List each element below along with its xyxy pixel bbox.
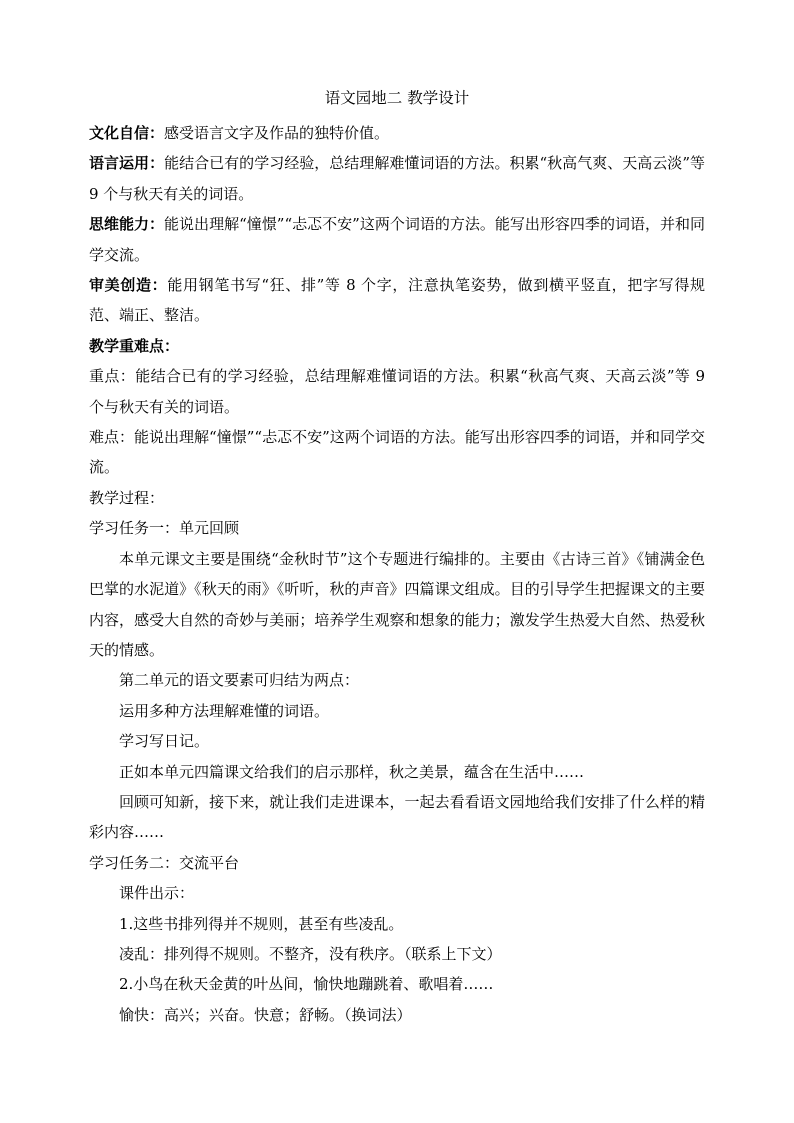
objective-label: 文化自信： <box>89 124 165 142</box>
task1-paragraph: 正如本单元四篇课文给我们的启示那样，秋之美景，蕴含在生活中…… <box>119 762 585 781</box>
task2-paragraph: 愉快：高兴；兴奋。快意；舒畅。（换词法） <box>119 1005 412 1024</box>
task1-paragraph: 本单元课文主要是围绕“金秋时节”这个专题进行编排的。主要由《古诗三首》《铺满金色巴掌的水泥道》《秋天的雨》《听听，秋的声音》四篇课文组成。目的引导学生把握课文的主要内容，感受大自然的奇妙与美丽；培养学生观察和想象的能力；激发学生热爱大自然、热爱秋天的情感。 <box>89 549 705 659</box>
task1-paragraph: 第二单元的语文要素可归结为两点： <box>119 671 360 690</box>
objective-aesthetic <box>89 270 705 331</box>
key-point: 重点：能结合已有的学习经验，总结理解难懂词语的方法。积累“秋高气爽、天高云淡”等 9 个与秋天有关的词语。 <box>89 367 705 416</box>
objective-text: 能说出理解“憧憬”“忐忑不安”这两个词语的方法。能写出形容四季的词语，并和同学交流。 <box>89 215 705 264</box>
task2-paragraph: 1.这些书排列得并不规则，甚至有些凌乱。 <box>119 914 404 933</box>
task1-paragraph: 学习写日记。 <box>119 732 210 751</box>
difficult-point: 难点：能说出理解“憧憬”“忐忑不安”这两个词语的方法。能写出形容四季的词语，并和同学交流。 <box>89 428 705 477</box>
objective-label: 审美创造： <box>89 276 168 295</box>
objective-text: 感受语言文字及作品的独特价值。 <box>164 124 390 142</box>
task2-heading: 学习任务二：交流平台 <box>89 853 240 872</box>
objective-label: 思维能力： <box>89 215 165 234</box>
task1-heading: 学习任务一：单元回顾 <box>89 519 240 538</box>
task1-paragraph: 运用多种方法理解难懂的词语。 <box>119 701 330 720</box>
document-page <box>89 86 705 1030</box>
objective-text: 能结合已有的学习经验，总结理解难懂词语的方法。积累“秋高气爽、天高云淡”等 9 个与秋天有关的词语。 <box>89 154 705 203</box>
objective-thinking <box>89 209 705 270</box>
objective-label: 语言运用： <box>89 154 165 173</box>
objective-culture <box>89 118 705 148</box>
process-heading: 教学过程： <box>89 488 165 507</box>
objective-language <box>89 148 705 209</box>
document-title: 语文园地二 教学设计 <box>324 89 470 107</box>
task1-paragraph: 回顾可知新，接下来，就让我们走进课本，一起去看看语文园地给我们安排了什么样的精彩内容…… <box>89 792 705 842</box>
task2-paragraph: 2.小鸟在秋天金黄的叶丛间，愉快地蹦跳着、歌唱着…… <box>119 975 494 994</box>
objective-text: 能用钢笔书写“狂、排”等 8 个字，注意执笔姿势，做到横平竖直，把字写得规范、端正、整洁。 <box>89 276 705 325</box>
task2-paragraph: 课件出示： <box>119 884 195 903</box>
task2-paragraph: 凌乱：排列得不规则。不整齐，没有秩序。（联系上下文） <box>119 944 502 963</box>
key-points-heading: 教学重难点： <box>89 336 180 355</box>
